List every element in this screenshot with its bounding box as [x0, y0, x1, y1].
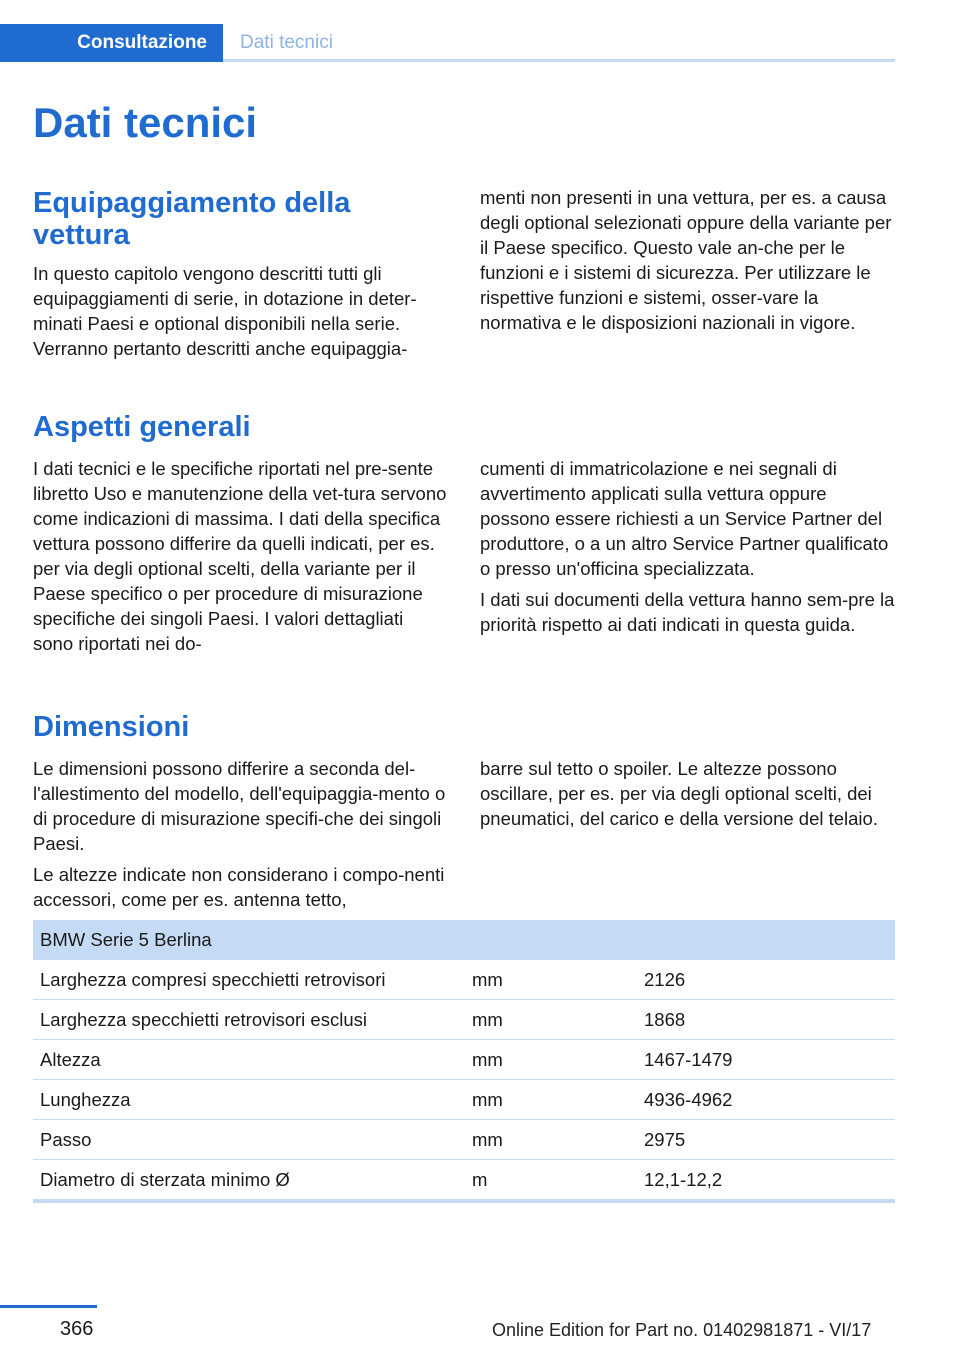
- paragraph: barre sul tetto o spoiler. Le altezze possono oscillare, per es. per via degli optional scelti, dei pneumatici, del carico e della versione del telaio.: [480, 758, 878, 829]
- section-title-line: Equipaggiamento della: [33, 187, 351, 219]
- table-row: [33, 1120, 895, 1160]
- section-dimensioni-left: [33, 756, 448, 918]
- table-row: [33, 1080, 895, 1120]
- paragraph: In questo capitolo vengono descritti tutti gli equipaggiamenti di serie, in dotazione in deter-minati Paesi e optional disponibili nella serie. Verranno pertanto descritti anche equipaggia-: [33, 263, 417, 359]
- table-cell-label: Diametro di sterzata minimo Ø: [33, 1160, 465, 1202]
- page-header: [0, 24, 895, 62]
- header-rule: [223, 59, 895, 62]
- table-cell-unit: mm: [465, 1120, 637, 1160]
- table-cell-unit: mm: [465, 960, 637, 1000]
- section-aspetti-left: [33, 456, 448, 662]
- paragraph: Le altezze indicate non considerano i compo-nenti accessori, come per es. antenna tetto,: [33, 864, 445, 910]
- page-title: Dati tecnici: [33, 99, 258, 146]
- table-row: [33, 1160, 895, 1202]
- table-cell-value: 12,1-12,2: [637, 1160, 895, 1202]
- section-equipaggiamento-left: [33, 261, 448, 367]
- footer-edition: Online Edition for Part no. 01402981871 - VI/17: [492, 1320, 872, 1340]
- table-cell-value: 2126: [637, 960, 895, 1000]
- paragraph: menti non presenti in una vettura, per es. a causa degli optional selezionati oppure della variante per il Paese specifico. Questo vale an-che per le funzioni e i sistemi di sicurezza. Per utilizzare le rispettive funzioni e sistemi, osser-vare la normativa e le disposizioni nazionali in vigore.: [480, 187, 892, 333]
- table-row: [33, 1040, 895, 1080]
- page-number: 366: [60, 1318, 94, 1340]
- table-cell-unit: mm: [465, 1080, 637, 1120]
- section-title-equipaggiamento: [33, 187, 350, 251]
- paragraph: I dati sui documenti della vettura hanno sem-pre la priorità rispetto ai dati indicati in questa guida.: [480, 589, 895, 635]
- dimensions-table: [33, 920, 895, 1203]
- table-cell-unit: mm: [465, 1040, 637, 1080]
- paragraph: cumenti di immatricolazione e nei segnali di avvertimento applicati sulla vettura oppure possono essere richiesti a un Service Partner del produttore, o a un altro Service Partner qualificato o presso un'officina specializzata.: [480, 458, 889, 579]
- table-row: [33, 960, 895, 1000]
- section-aspetti-right: [480, 456, 895, 643]
- table-cell-value: 1467-1479: [637, 1040, 895, 1080]
- table-row: [33, 1000, 895, 1040]
- table-cell-label: Altezza: [33, 1040, 465, 1080]
- section-equipaggiamento-right: [480, 185, 895, 341]
- table-cell-unit: m: [465, 1160, 637, 1202]
- table-cell-label: Lunghezza: [33, 1080, 465, 1120]
- table-header: BMW Serie 5 Berlina: [33, 920, 895, 960]
- paragraph: I dati tecnici e le specifiche riportati nel pre-sente libretto Uso e manutenzione della vet-tura servono come indicazioni di massima. I dati della specifica vettura possono differire da quelli indicati, per es. per via degli optional scelti, della variante per il Paese specifico o per procedure di misurazione specifiche dei singoli Paesi. I valori dettagliati sono riportati nei do-: [33, 458, 447, 654]
- paragraph: Le dimensioni possono differire a seconda del-l'allestimento del modello, dell'equipaggia-mento o di procedure di misurazione specifi-che dei singoli Paesi.: [33, 758, 446, 854]
- section-title-line: vettura: [33, 219, 130, 251]
- table-cell-label: Passo: [33, 1120, 465, 1160]
- table-cell-label: Larghezza compresi specchietti retrovisori: [33, 960, 465, 1000]
- table-cell-value: 4936-4962: [637, 1080, 895, 1120]
- section-dimensioni-right: [480, 756, 895, 837]
- table-cell-value: 2975: [637, 1120, 895, 1160]
- tab-dati-tecnici[interactable]: Dati tecnici: [240, 32, 333, 53]
- section-title-dimensioni: Dimensioni: [33, 711, 190, 743]
- table-cell-label: Larghezza specchietti retrovisori esclusi: [33, 1000, 465, 1040]
- tab-consultazione[interactable]: Consultazione: [0, 24, 223, 62]
- footer-rule: [0, 1305, 97, 1308]
- section-title-aspetti-generali: Aspetti generali: [33, 411, 251, 443]
- table-header-row: [33, 920, 895, 960]
- table-cell-unit: mm: [465, 1000, 637, 1040]
- table-cell-value: 1868: [637, 1000, 895, 1040]
